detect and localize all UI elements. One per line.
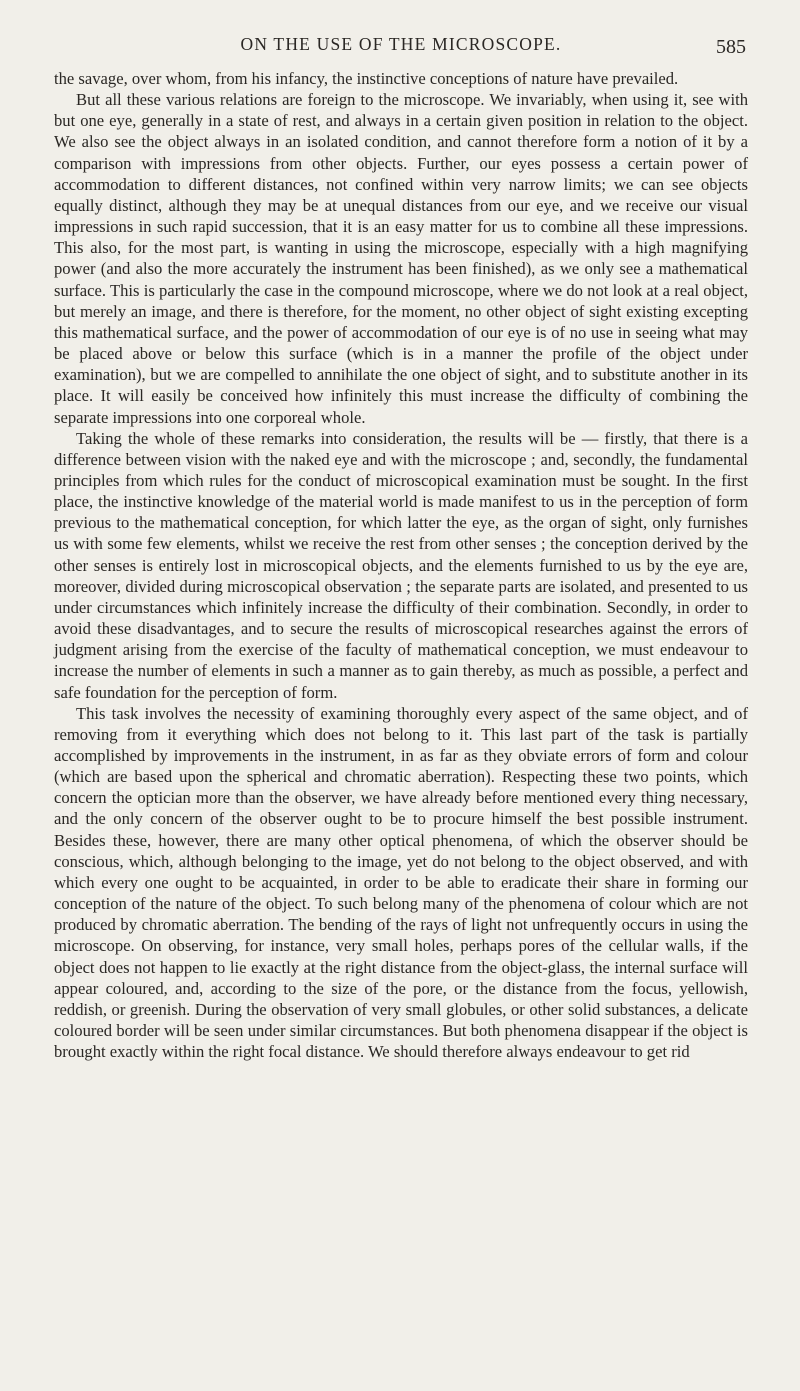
paragraph-microscope-relations: But all these various relations are foreign to the microscope. We invariably, when using it, see with but one eye, generally in a state of rest, and always in a certain given position in relation to the object. We also see the object always in an isolated condition, and cannot therefore form a notion of it by a comparison with impressions from other objects. Further, our eyes possess a certain power of accommodation to different distances, not confined within very narrow limits; we can see objects equally distinct, although they may be at unequal distances from our eye, and we receive our visual impressions in such rapid succession, that it is an easy matter for us to combine all these impressions. This also, for the most part, is wanting in using the microscope, especially with a high magnifying power (and also the more accurately the instrument has been finished), as we only see a mathematical surface. This is particularly the case in the compound microscope, where we do not look at a real object, but merely an image, and there is therefore, for the moment, no other object of sight existing excepting this mathematical surface, and the power of accommodation of our eye is of no use in seeing what may be placed above or below this surface (which is in a manner the profile of the object under examination), but we are compelled to annihilate the one object of sight, and to substitute another in its place. It will easily be conceived how infinitely this must increase the difficulty of combining the separate impressions into one corporeal whole. <box>54 90 748 427</box>
page-number: 585 <box>716 36 746 58</box>
page-header <box>54 34 748 68</box>
paragraph-task: This task involves the necessity of examining thoroughly every aspect of the same object, and of removing from it everything which does not belong to it. This last part of the task is partially accomplished by improvements in the instrument, in as far as they obviate errors of form and colour (which are based upon the spherical and chromatic aberration). Respecting these two points, which concern the optician more than the observer, we have already before mentioned every thing necessary, and the only concern of the observer ought to be to procure himself the best possible instrument. Besides these, however, there are many other optical phenomena, of which the observer should be conscious, which, although belonging to the image, yet do not belong to the object observed, and with which every one ought to be acquainted, in order to be able to eradicate their share in forming our conception of the nature of the object. To such belong many of the phenomena of colour which are not produced by chromatic aberration. The bending of the rays of light not unfrequently occurs in using the microscope. On observing, for instance, very small holes, perhaps pores of the cellular walls, if the object does not happen to lie exactly at the right distance from the object-glass, the internal surface will appear coloured, and, according to the size of the pore, or the distance from the focus, yellowish, reddish, or greenish. During the observation of very small globules, or other solid substances, a delicate coloured border will be seen under similar circumstances. But both phenomena disappear if the object is brought exactly within the right focal distance. We should therefore always endeavour to get rid <box>54 703 748 1062</box>
paragraph-results: Taking the whole of these remarks into consideration, the results will be — firstly, that there is a difference between vision with the naked eye and with the microscope ; and, secondly, the fundamental principles from which rules for the conduct of microscopical examination must be sought. In the first place, the instinctive knowledge of the material world is made manifest to us in the perception of form previous to the mathematical conception, for which latter the eye, as the organ of sight, only furnishes us with some few elements, whilst we receive the rest from other senses ; the conception derived by the other senses is entirely lost in microscopical objects, and the elements furnished to us by the eye are, moreover, divided during microscopical observation ; the separate parts are isolated, and presented to us under circumstances which infinitely increase the difficulty of their combination. Secondly, in order to avoid these disadvantages, and to secure the results of microscopical researches against the errors of judgment arising from the exercise of the faculty of mathematical conception, we must endeavour to increase the number of elements in such a manner as to gain thereby, as much as possible, a perfect and safe foundation for the perception of form. <box>54 428 748 702</box>
body-text <box>54 68 748 1062</box>
paragraph-continuation: the savage, over whom, from his infancy, the instinctive conceptions of nature have prevailed. <box>54 69 679 88</box>
running-title: ON THE USE OF THE MICROSCOPE. <box>240 34 562 54</box>
